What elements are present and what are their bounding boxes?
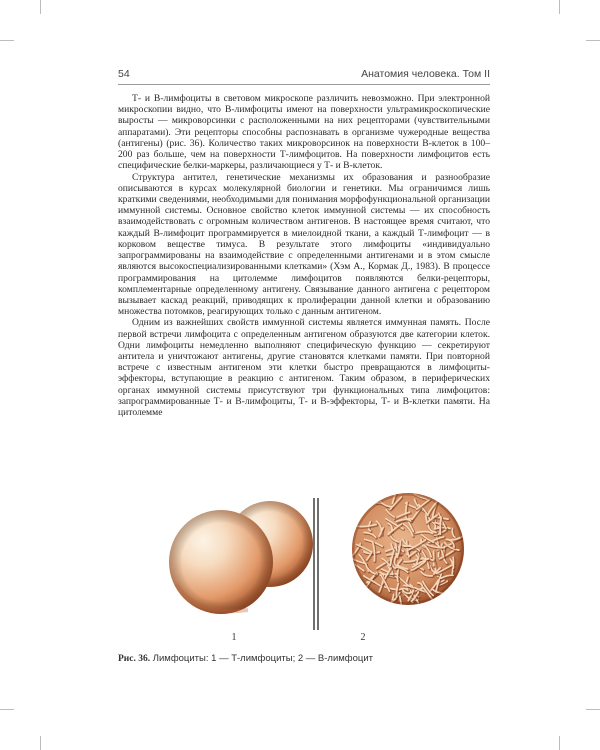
body-text — [118, 93, 490, 418]
figure-36 — [118, 492, 490, 644]
page-number: 54 — [118, 68, 130, 80]
panel-label-2: 2 — [360, 632, 366, 643]
lymphocyte-illustration — [118, 492, 490, 644]
b-lymphocyte-drawing — [352, 492, 467, 607]
book-title: Анатомия человека. Том II — [361, 68, 490, 80]
caption-label: Рис. 36. — [118, 654, 151, 664]
paragraph-2: Структура антител, генетические механизмы их образования и разнообразие описываются в курсах молекулярной биологии и генетики. Мы ограничимся лишь краткими сведениями, необходимыми для понимания морфофункциональной организации иммунной системы. Основное свойство клеток иммунной системы — их способность взаимодействовать с огромным количеством антигенов. В настоящее время считают, что каждый В-лимфоцит программируется в миелоидной ткани, а каждый Т-лимфоцит — в корковом веществе тимуса. В результате этого лимфоциты «индивидуально запрограммированы на взаимодействие с определенными антигенами и в этом смысле являются высокоспециализированными клетками» (Хэм А., Кормак Д., 1983). В процессе программирования на цитолемме лимфоцитов появляются белки-рецепторы, комплементарные определенному антигену. Связывание данного антигена с рецептором вызывает каскад реакций, приводящих к пролиферации данной клетки и образованию множества потомков, реагирующих только с данным антигеном. — [118, 171, 490, 318]
t-lymphocytes-drawing — [169, 501, 313, 614]
caption-text: Лимфоциты: 1 — Т-лимфоциты; 2 — В-лимфоцит — [150, 653, 373, 664]
header-rule — [118, 84, 490, 85]
panel-label-1: 1 — [231, 632, 237, 643]
figure-caption — [118, 653, 490, 664]
paragraph-1: Т- и В-лимфоциты в световом микроскопе различить невозможно. При электронной микроскопии видно, что В-лимфоциты имеют на поверхности ультрамикроскопические выросты — микроворсинки с расположенными на них рецепторами (чувствительными аппаратами). Эти рецепторы способны распознавать в организме чужеродные вещества (антигены) (рис. 36). Количество таких микроворсинок на поверхности В-клеток в 100–200 раз больше, чем на поверхности Т-лимфоцитов. На поверхности лимфоцитов есть специфические белки-маркеры, различающиеся у Т- и В-клеток. — [118, 93, 490, 172]
paragraph-3: Одним из важнейших свойств иммунной системы является иммунная память. После первой встречи лимфоцита с определенным антигеном образуются две категории клеток. Одни лимфоциты немедленно выполняют специфическую функцию — секретируют антитела и уничтожают антигены, другие становятся клетками памяти. При повторной встрече с известным антигеном эти клетки быстро превращаются в лимфоциты-эффекторы, вступающие в реакцию с антигеном. Таким образом, в периферических органах иммунной системы присутствуют три функциональных типа лимфоцитов: запрограммированные Т- и В-лимфоциты, Т- и В-эффекторы, Т- и В-клетки памяти. На цитолемме — [118, 317, 490, 419]
